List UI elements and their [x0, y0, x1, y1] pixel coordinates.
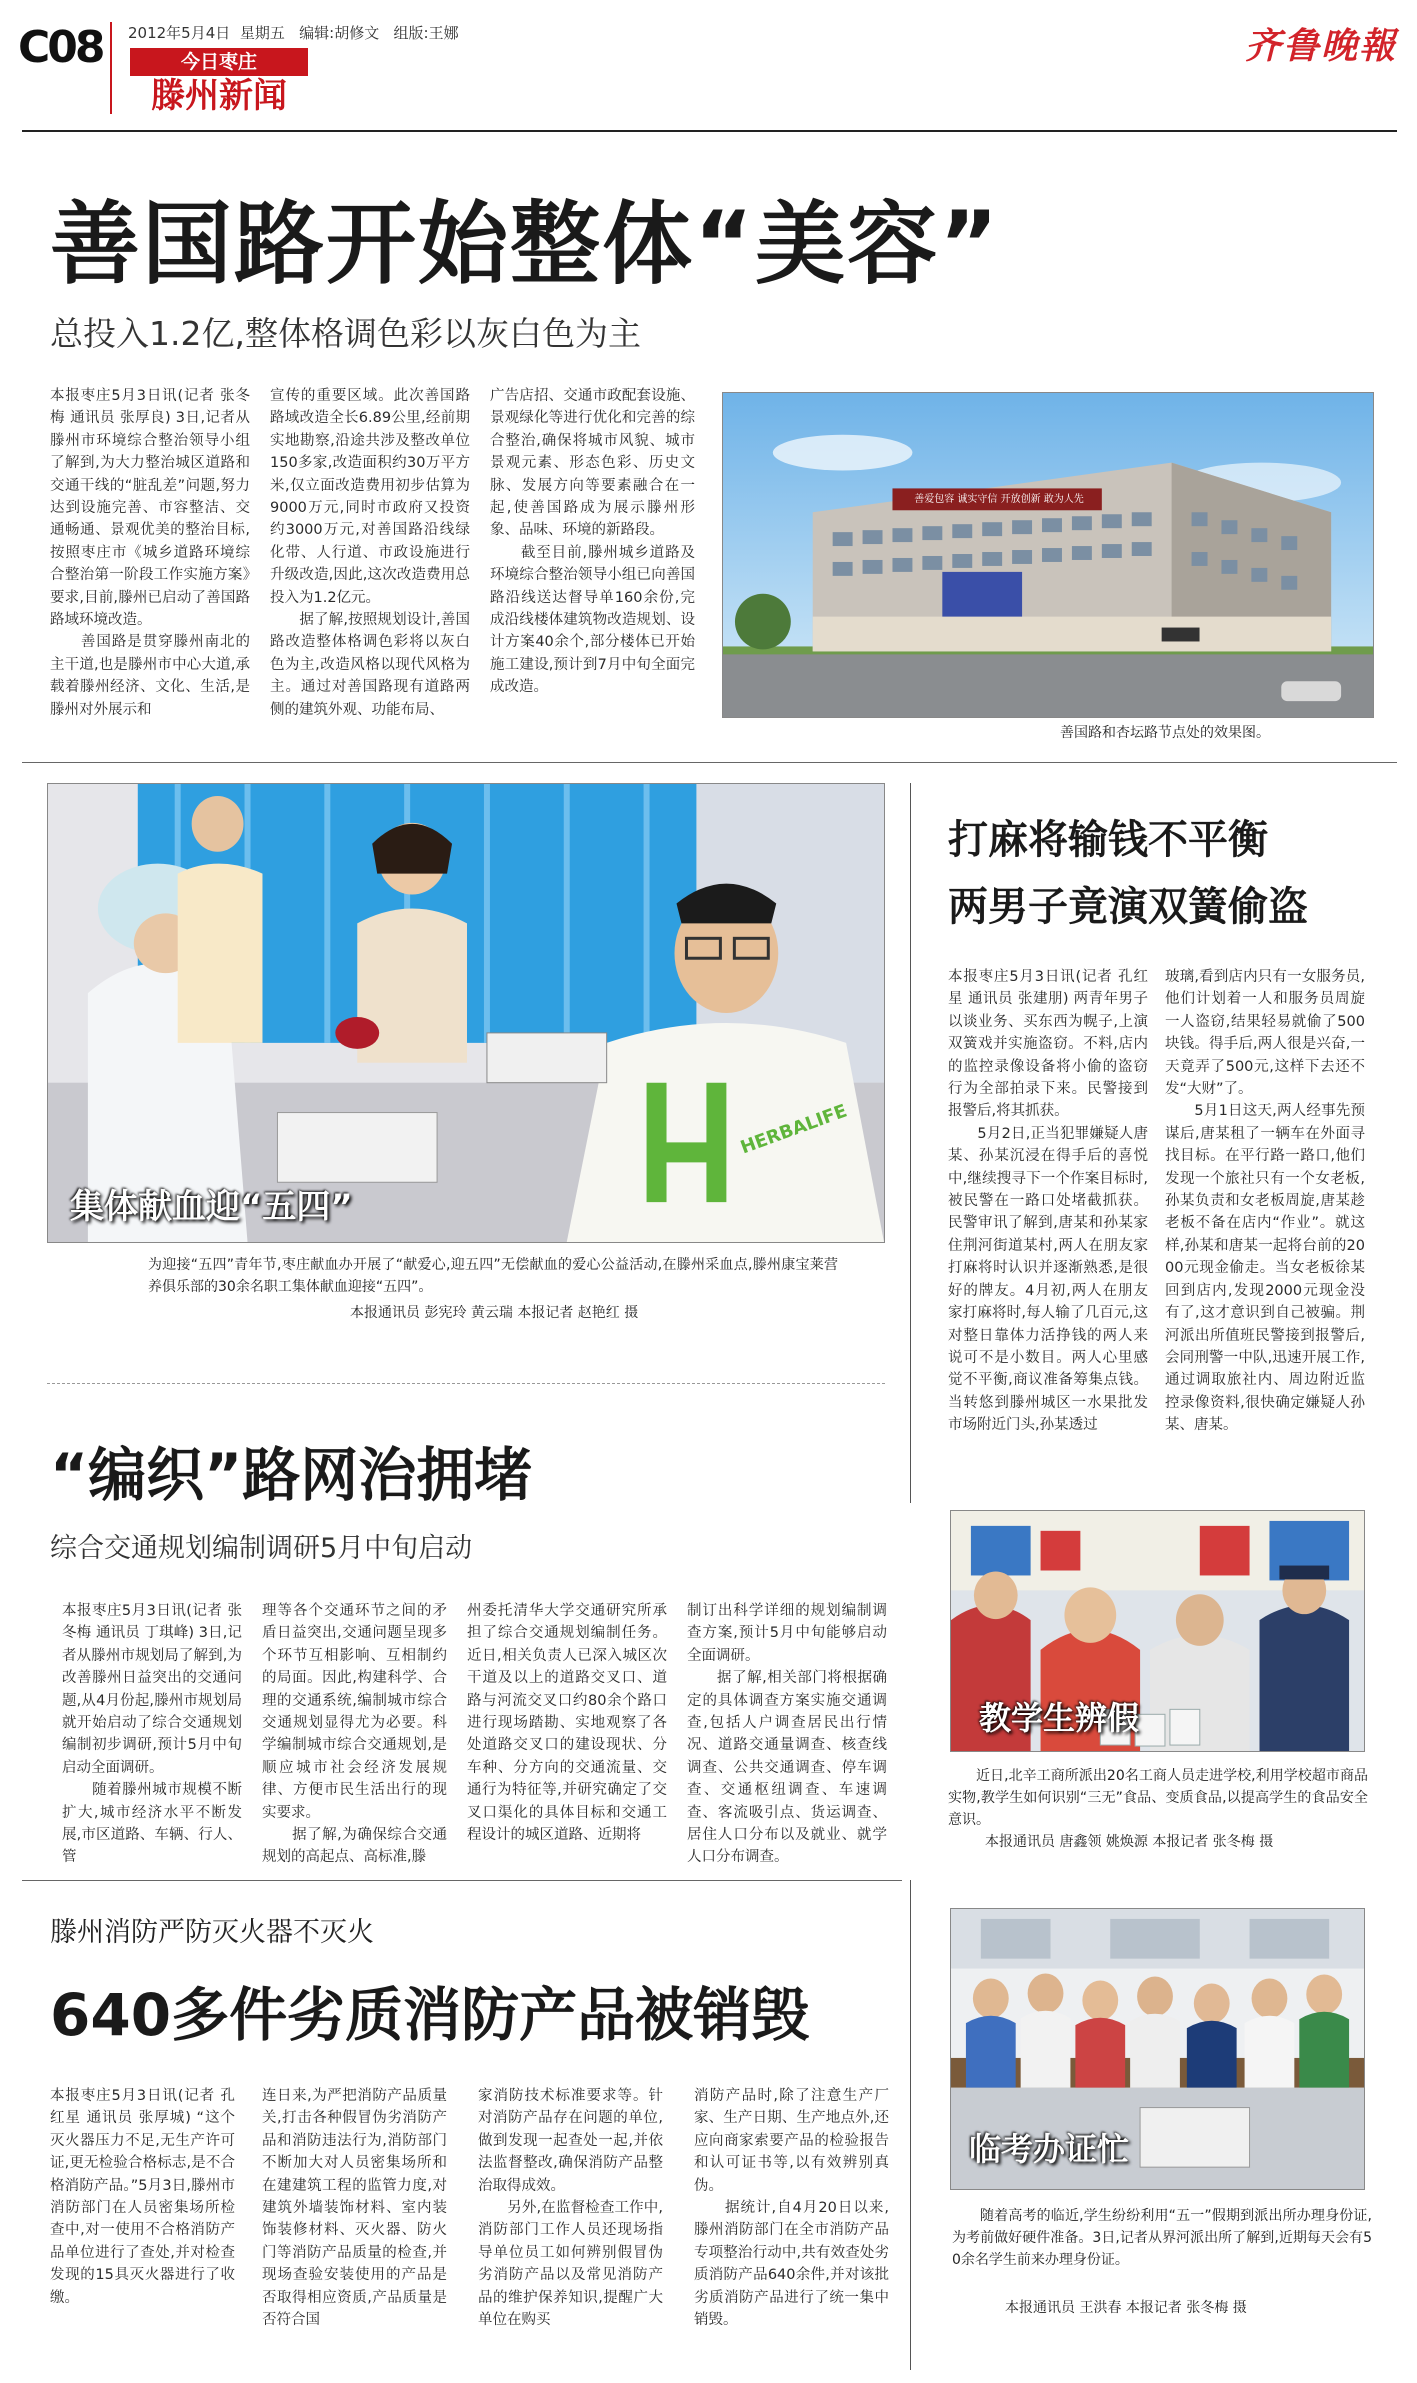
building-banner-text: 善爱包容 诚实守信 开放创新 敢为人先	[914, 494, 1084, 505]
header	[0, 0, 1417, 130]
issue-date: 2012年5月4日	[128, 24, 231, 42]
mahjong-column-1: 本报枣庄5月3日讯(记者 孔红星 通讯员 张建朋) 两青年男子以谈业务、买东西为幌子,上演双簧戏并实施盗窃。不料,店内的监控录像设备将小偷的盗窃行为全部拍录下来。民警接到报警后,将其抓获。 5月2日,正当犯罪嫌疑人唐某、孙某沉浸在得手后的喜悦中,继续搜寻下一个作案目标时,被民警在一路口处堵截抓获。民警审讯了解到,唐某和孙某家住荆河街道某村,两人在朋友家打麻将时认识并逐渐熟悉,是很好的牌友。4月初,两人在朋友家打麻将时,每人输了几百元,这对整日靠体力活挣钱的两人来说可不是小数目。两人心里感觉不平衡,商议准备筹集点钱。当转悠到滕州城区一水果批发市场附近门头,孙某透过	[948, 969, 1148, 1434]
page-number: C08	[18, 22, 103, 73]
lead-bottom-rule	[22, 762, 1397, 763]
exam-left-rule	[910, 1880, 911, 2370]
traffic-subheadline: 综合交通规划编制调研5月中旬启动	[50, 1533, 473, 1564]
fire-column-3: 家消防技术标准要求等。针对消防产品存在问题的单位,做到发现一起查处一起,并依法监督整改,确保消防产品整治取得成效。 另外,在监督检查工作中,消防部门工作人员还现场指导单位员工如何辨别假冒伪劣消防产品以及常见消防产品的维护保养知识,提醒广大单位在购买	[478, 2088, 663, 2329]
fire-kicker: 滕州消防严防灭火器不灭火	[50, 1917, 374, 1948]
column-tag-top: 今日枣庄	[130, 48, 308, 76]
blood-photo-overlay-title: 集体献血迎“五四”	[70, 1187, 353, 1227]
layout-credit: 组版:王娜	[393, 24, 459, 42]
fire-column-1: 本报枣庄5月3日讯(记者 孔红星 通讯员 张厚城) “这个灭火器压力不足,无生产许可证,更无检验合格标志,是不合格消防产品。”5月3日,滕州市消防部门在人员密集场所检查中,对一使用不合格消防产品单位进行了查处,并对检查发现的15具灭火器进行了收缴。	[50, 2088, 235, 2306]
lead-headline: 善国路开始整体“美容”	[50, 192, 1001, 297]
masthead-logo: 齐鲁晚報	[1245, 25, 1398, 67]
lead-column-2: 宣传的重要区域。此次善国路路域改造全长6.89公里,经前期实地勘察,沿途共涉及整改单位150多家,改造面积约30万平方米,仅立面改造费用初步估算为9000万元,同时市政府又投资约3000万元,对善国路沿线绿化带、人行道、市政设施进行升级改造,因此,这次改造费用总投入为1.2亿元。 据了解,按照规划设计,善国路改造整体格调色彩将以灰白色为主,改造风格以现代风格为主。通过对善国路现有道路两侧的建筑外观、功能布局、	[270, 388, 470, 718]
traffic-column-4: 制订出科学详细的规划编制调查方案,预计5月中旬能够启动全面调研。 据了解,相关部门将根据确定的具体调查方案实施交通调查,包括人户调查居民出行情况、道路交通量调查、核查线调查、公共交通调查、停车调查、交通枢纽调查、车速调查、客流吸引点、货运调查、居住人口分布以及就业、就学人口分布调查。	[687, 1603, 887, 1866]
fake-goods-photo	[950, 1510, 1365, 1752]
mahjong-headline-2: 两男子竟演双簧偷盗	[948, 884, 1308, 930]
traffic-column-3: 州委托清华大学交通研究所承担了综合交通规划编制任务。近日,相关负责人已深入城区次干道及以上的道路交叉口、道路与河流交叉口约80余个路口进行现场踏勘、实地观察了各处道路交叉口的建设现状、分车种、分方向的交通流量、交通行为特征等,并研究确定了交叉口渠化的具体目标和交通工程设计的城区道路、近期将	[467, 1603, 667, 1844]
shirt-brand-text: HERBALIFE	[737, 1100, 850, 1159]
fake-goods-overlay-title: 教学生辨假	[979, 1699, 1140, 1737]
traffic-column-2: 理等各个交通环节之间的矛盾日益突出,交通问题呈现多个环节互相影响、互相制约的局面。因此,构建科学、合理的交通系统,编制城市综合交通规划显得尤为必要。科学编制城市综合交通规划,是顺应城市社会经济发展规律、方便市民生活出行的现实要求。 据了解,为确保综合交通规划的高起点、高标准,滕	[262, 1603, 447, 1866]
column-tag-main: 滕州新闻	[151, 76, 287, 116]
header-meta	[128, 22, 459, 43]
building-rendering-photo	[722, 392, 1374, 718]
mahjong-headline-1: 打麻将输钱不平衡	[948, 817, 1268, 863]
mahjong-column-2: 玻璃,看到店内只有一女服务员,他们计划着一人和服务员周旋一人盗窃,结果轻易就偷了500块钱。得手后,两人很是兴奋,一天竟弄了500元,这样下去还不发“大财”了。 5月1日这天,两人经事先预谋后,唐某租了一辆车在外面寻找目标。在平行路一路口,他们发现一个旅社只有一个女老板,孙某负责和女老板周旋,唐某趁老板不备在店内“作业”。就这样,孙某和唐某一起将台前的2000元现金偷走。当女老板徐某回到店内,发现2000元现金没有了,这才意识到自己被骗。荆河派出所值班民警接到报警后,会同刑警一中队,迅速开展工作,通过调取旅社内、周边附近监控录像资料,很快确定嫌疑人孙某、唐某。	[1165, 969, 1365, 1434]
mahjong-left-rule	[910, 783, 911, 1503]
lead-subheadline: 总投入1.2亿,整体格调色彩以灰白色为主	[50, 314, 641, 353]
fake-goods-caption: 近日,北辛工商所派出20名工商人员走进学校,利用学校超市商品实物,教学生如何识别“三无”食品、变质食品,以提高学生的食品安全意识。	[948, 1768, 1368, 1828]
fire-column-2: 连日来,为严把消防产品质量关,打击各种假冒伪劣消防产品和消防违法行为,消防部门不断加大对人员密集场所和在建建筑工程的监管力度,对建筑外墙装饰材料、室内装饰装修材料、灭火器、防火门等消防产品质量的检查,并现场查验安装使用的产品是否取得相应资质,产品质量是否符合国	[262, 2088, 447, 2329]
issue-weekday: 星期五	[239, 24, 285, 42]
blood-photo-credit: 本报通讯员 彭宪玲 黄云瑞 本报记者 赵艳红 摄	[350, 1305, 639, 1321]
id-card-office-photo	[950, 1908, 1365, 2190]
traffic-headline: “编织”路网治拥堵	[50, 1441, 533, 1509]
id-card-credit: 本报通讯员 王洪春 本报记者 张冬梅 摄	[1005, 2300, 1247, 2316]
building-photo-caption: 善国路和杏坛路节点处的效果图。	[1060, 725, 1270, 741]
fire-headline: 640多件劣质消防产品被销毁	[50, 1981, 810, 2049]
lead-column-3: 广告店招、交通市政配套设施、景观绿化等进行优化和完善的综合整治,确保将城市风貌、城市景观元素、形态色彩、历史文脉、发展方向等要素融合在一起,使善国路成为展示滕州形象、品味、环境的新路段。 截至目前,滕州城乡道路及环境综合整治领导小组已向善国路沿线送达督导单160余份,完成沿线楼体建筑物改造规划、设计方案40余个,部分楼体已开始施工建设,预计到7月中旬全面完成改造。	[490, 388, 695, 696]
fire-column-4: 消防产品时,除了注意生产厂家、生产日期、生产地点外,还应向商家索要产品的检验报告和认可证书等,以有效辨别真伪。 据统计,自4月20日以来,滕州消防部门在全市消防产品专项整治行动中,共有效查处劣质消防产品640余件,并对该批劣质消防产品进行了统一集中销毁。	[694, 2088, 889, 2329]
blood-bottom-dash	[47, 1383, 885, 1384]
id-card-overlay-title: 临考办证忙	[969, 2130, 1130, 2168]
traffic-column-1: 本报枣庄5月3日讯(记者 张冬梅 通讯员 丁琪峰) 3日,记者从滕州市规划局了解到,为改善滕州日益突出的交通问题,从4月份起,滕州市规划局就开始启动了综合交通规划编制初步调研,预计5月中旬启动全面调研。 随着滕州城市规模不断扩大,城市经济水平不断发展,市区道路、车辆、行人、管	[62, 1603, 242, 1866]
lead-column-1: 本报枣庄5月3日讯(记者 张冬梅 通讯员 张厚良) 3日,记者从滕州市环境综合整治领导小组了解到,为大力整治城区道路和交通干线的“脏乱差”问题,努力达到设施完善、市容整洁、交通畅通、景观优美的整治目标,按照枣庄市《城乡道路环境综合整治第一阶段工作实施方案》要求,目前,滕州已启动了善国路路域环境改造。 善国路是贯穿滕州南北的主干道,也是滕州市中心大道,承载着滕州经济、文化、生活,是滕州对外展示和	[50, 388, 250, 718]
traffic-bottom-rule	[22, 1880, 902, 1881]
header-divider	[110, 22, 112, 114]
id-card-caption: 随着高考的临近,学生纷纷利用“五一”假期到派出所办理身份证,为考前做好硬件准备。3日,记者从界河派出所了解到,近期每天会有50余名学生前来办理身份证。	[952, 2208, 1372, 2268]
header-bottom-rule	[22, 130, 1397, 132]
blood-donation-photo	[47, 783, 885, 1243]
fake-goods-credit: 本报通讯员 唐鑫领 姚焕源 本报记者 张冬梅 摄	[985, 1834, 1274, 1850]
blood-photo-caption: 为迎接“五四”青年节,枣庄献血办开展了“献爱心,迎五四”无偿献血的爱心公益活动,在滕州采血点,滕州康宝莱营养俱乐部的30余名职工集体献血迎接“五四”。	[148, 1257, 838, 1295]
editor-credit: 编辑:胡修文	[299, 24, 380, 42]
